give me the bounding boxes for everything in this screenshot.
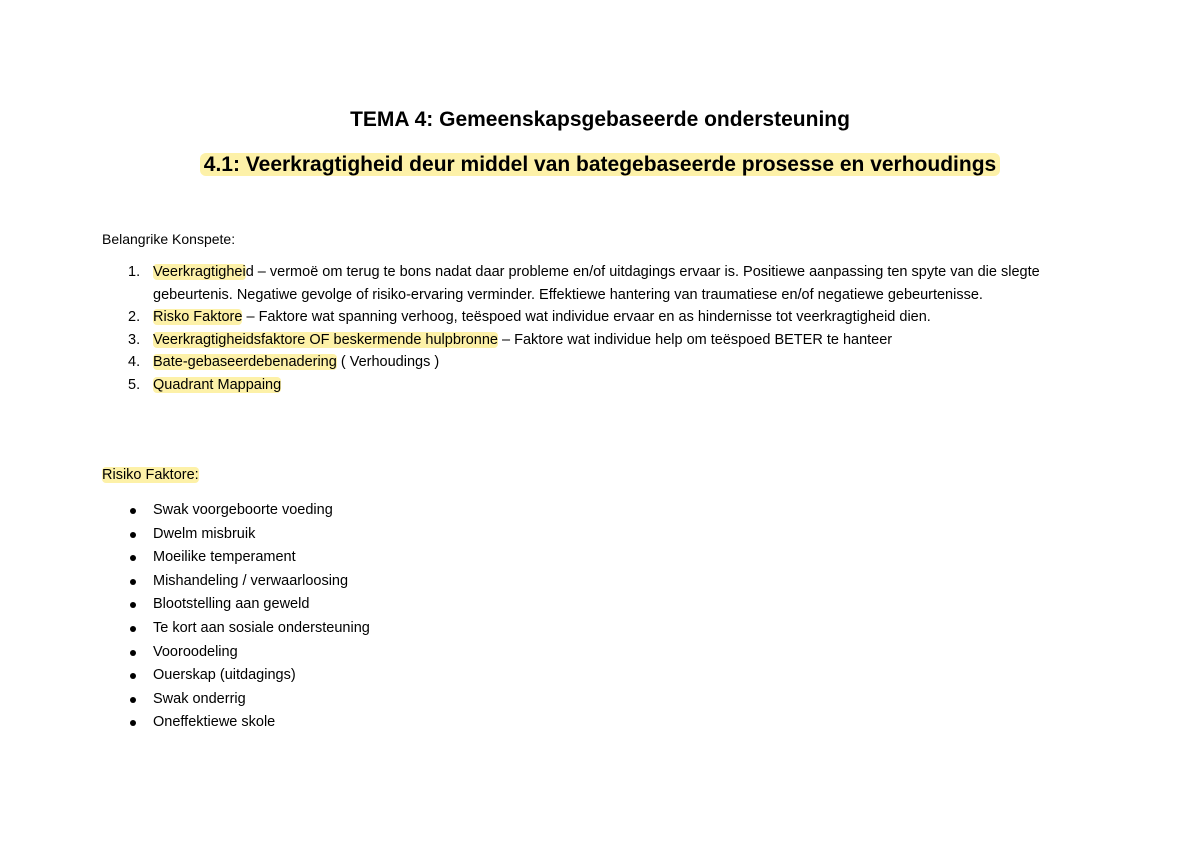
- bullet-icon: [130, 532, 136, 538]
- list-item-text: Mishandeling / verwaarloosing: [153, 572, 349, 589]
- risk-factors-label-text: Risiko Faktore:: [102, 467, 199, 483]
- bullet-icon: [130, 508, 136, 514]
- list-item: [102, 688, 702, 712]
- list-item: [102, 523, 702, 547]
- concept-item: [102, 329, 1092, 352]
- concept-description: ( Verhoudings ): [336, 354, 440, 371]
- concept-term: Veerkragtigheidsfaktore OF beskermende hulpbronne: [153, 331, 498, 348]
- list-item-text: Moeilike temperament: [153, 549, 296, 566]
- risk-factors-label: [102, 465, 199, 485]
- bullet-icon: [130, 650, 136, 656]
- list-item: [102, 593, 702, 617]
- concept-item: [102, 351, 1092, 374]
- list-item: [102, 664, 702, 688]
- concepts-list: [102, 261, 1092, 397]
- bullet-icon: [130, 720, 136, 726]
- concept-term: Veerkragtighei: [153, 264, 246, 280]
- risk-factors-list: [102, 499, 702, 735]
- page-title: TEMA 4: Gemeenskapsgebaseerde ondersteuning: [350, 108, 850, 131]
- concept-number: 4.: [128, 354, 141, 371]
- list-item: [102, 546, 702, 570]
- concepts-label: Belangrike Konspete:: [102, 231, 236, 247]
- concept-term: Bate-gebaseerdebenadering: [153, 354, 337, 371]
- list-item-text: Swak voorgeboorte voeding: [153, 502, 333, 518]
- concept-number: 5.: [128, 376, 141, 393]
- list-item: [102, 499, 702, 523]
- concept-description: – Faktore wat individue help om teëspoed BETER te hanteer: [497, 331, 893, 348]
- bullet-icon: [130, 626, 136, 632]
- bullet-icon: [130, 602, 136, 608]
- concept-term: Quadrant Mappaing: [153, 376, 282, 393]
- section-heading: [0, 150, 1200, 180]
- list-item-text: Blootstelling aan geweld: [153, 596, 310, 613]
- concept-item: [102, 374, 1092, 397]
- list-item-text: Vooroodeling: [153, 643, 238, 660]
- list-item-text: Swak onderrig: [153, 690, 246, 707]
- concept-description: – Faktore wat spanning verhoog, teëspoed wat individue ervaar en as hindernisse tot veerkragtigheid dien.: [242, 309, 931, 326]
- concept-number: 3.: [128, 331, 141, 348]
- list-item-text: Oneffektiewe skole: [153, 714, 276, 731]
- concept-term: Risko Faktore: [153, 309, 243, 326]
- list-item: [102, 711, 702, 735]
- concept-term-tail: d: [245, 264, 254, 280]
- list-item-text: Ouerskap (uitdagings): [153, 667, 296, 684]
- list-item: [102, 641, 702, 665]
- bullet-icon: [130, 673, 136, 679]
- concept-item: [102, 261, 1092, 306]
- bullet-icon: [130, 697, 136, 703]
- bullet-icon: [130, 555, 136, 561]
- concept-item: [102, 306, 1092, 329]
- concept-description: – vermoë om terug te bons nadat daar probleme en/of uitdagings ervaar is. Positiewe aanpassing ten spyte van die slegte gebeurtenis. Negatiwe gevolge of risiko-ervaring verminder. Effektiewe hantering van traumatiese en/of negatiewe gebeurtenisse.: [153, 264, 1040, 303]
- list-item-text: Dwelm misbruik: [153, 525, 256, 542]
- list-item: [102, 617, 702, 641]
- concept-number: 1.: [128, 264, 141, 280]
- section-heading-text: 4.1: Veerkragtigheid deur middel van bategebaseerde prosesse en verhoudings: [200, 153, 1000, 176]
- bullet-icon: [130, 579, 136, 585]
- concept-number: 2.: [128, 309, 141, 326]
- list-item: [102, 570, 702, 594]
- list-item-text: Te kort aan sosiale ondersteuning: [153, 619, 370, 636]
